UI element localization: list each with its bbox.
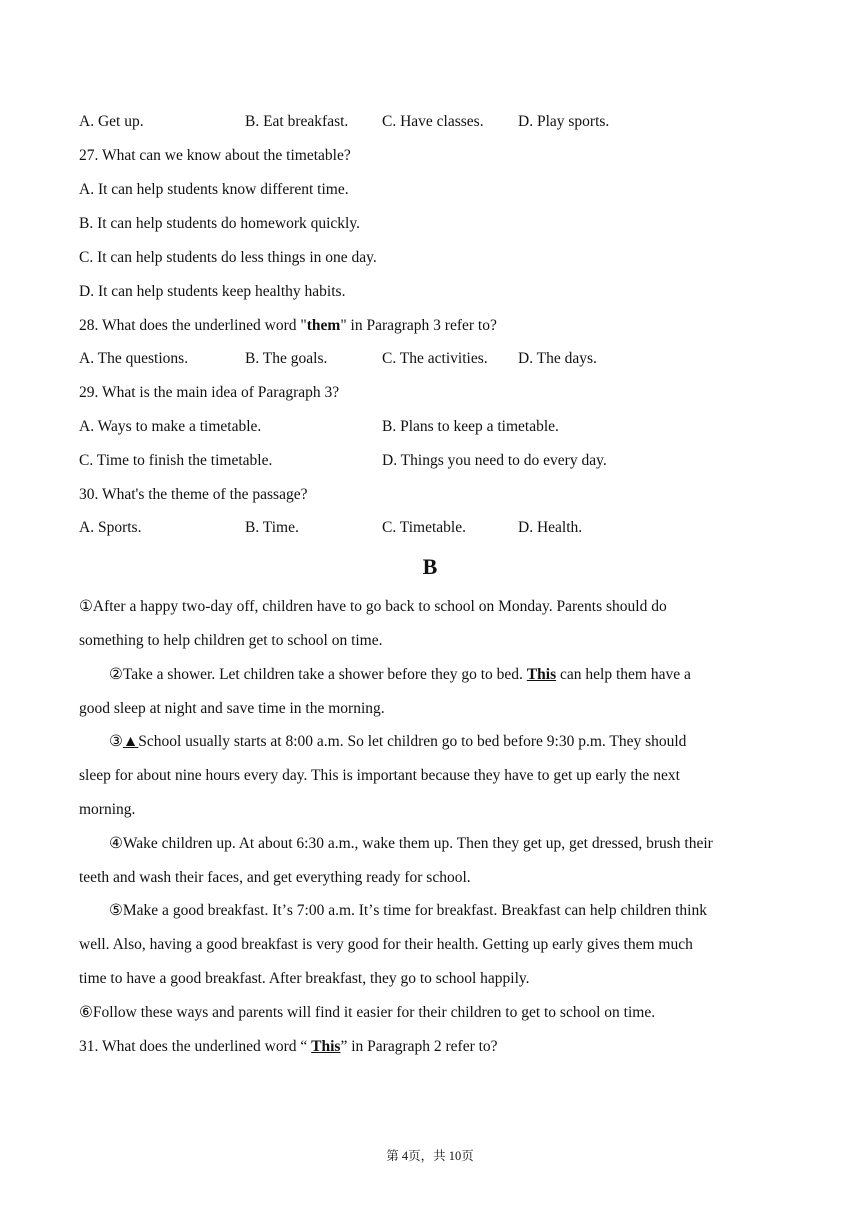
q28-question-before: 28. What does the underlined word " [79, 317, 307, 334]
paragraph-2-before: ②Take a shower. Let children take a shower before they go to bed. [109, 666, 527, 683]
q27-option-a: A. It can help students know different time. [79, 181, 349, 198]
paragraph-3-number: ③ [109, 733, 123, 750]
q28-option-a: A. The questions. [79, 350, 189, 367]
q27-option-d: D. It can help students keep healthy habits. [79, 283, 346, 300]
paragraph-3-line-2: sleep for about nine hours every day. This is important because they have to get up early the next [79, 767, 680, 784]
q27-question: 27. What can we know about the timetable? [79, 147, 351, 164]
q29-option-a: A. Ways to make a timetable. [79, 418, 262, 435]
paragraph-2-line-1 [109, 665, 691, 685]
paragraph-3-rest: School usually starts at 8:00 a.m. So let children go to bed before 9:30 p.m. They should [138, 733, 687, 750]
paragraph-1-line-1: ①After a happy two-day off, children have to go back to school on Monday. Parents should do [79, 598, 667, 615]
q26-option-c: C. Have classes. [382, 113, 484, 130]
q28-option-b: B. The goals. [245, 350, 328, 367]
paragraph-3-line-3: morning. [79, 801, 136, 818]
q30-option-d: D. Health. [518, 519, 583, 536]
q31-question-after: ” in Paragraph 2 refer to? [340, 1038, 498, 1055]
paragraph-2-line-2: good sleep at night and save time in the morning. [79, 700, 385, 717]
q27-option-b: B. It can help students do homework quickly. [79, 215, 360, 232]
paragraph-1-line-2: something to help children get to school on time. [79, 632, 383, 649]
section-b-heading: B [422, 554, 438, 579]
paragraph-4-line-2: teeth and wash their faces, and get everything ready for school. [79, 869, 471, 886]
q28-question [79, 316, 497, 336]
paragraph-3-line-1 [109, 732, 686, 752]
q30-option-c: C. Timetable. [382, 519, 466, 536]
paragraph-5-line-1: ⑤Make a good breakfast. Itʼs 7:00 a.m. Itʼs time for breakfast. Breakfast can help children think [109, 902, 707, 919]
blank-triangle-icon: ▲ [122, 733, 139, 750]
q31-underlined-word: This [311, 1038, 341, 1055]
underlined-word-this: This [526, 666, 557, 683]
q29-question: 29. What is the main idea of Paragraph 3? [79, 384, 340, 401]
q30-option-b: B. Time. [245, 519, 299, 536]
q27-option-c: C. It can help students do less things in one day. [79, 249, 377, 266]
paragraph-2-after: can help them have a [556, 666, 691, 683]
paragraph-4-line-1: ④Wake children up. At about 6:30 a.m., wake them up. Then they get up, get dressed, brush their [109, 835, 713, 852]
q28-question-after: " in Paragraph 3 refer to? [340, 317, 497, 334]
paragraph-5-line-2: well. Also, having a good breakfast is very good for their health. Getting up early gives them much [79, 936, 693, 953]
q28-bold-word: them [306, 317, 341, 334]
q29-option-d: D. Things you need to do every day. [382, 452, 607, 469]
paragraph-5-line-3: time to have a good breakfast. After breakfast, they go to school happily. [79, 970, 530, 987]
q28-option-d: D. The days. [518, 350, 597, 367]
q31-question-before: 31. What does the underlined word “ [79, 1038, 312, 1055]
q26-option-d: D. Play sports. [518, 113, 610, 130]
q30-question: 30. What's the theme of the passage? [79, 486, 308, 503]
q26-option-b: B. Eat breakfast. [245, 113, 349, 130]
q30-option-a: A. Sports. [79, 519, 142, 536]
q31-question [79, 1037, 498, 1057]
paragraph-6-line-1: ⑥Follow these ways and parents will find it easier for their children to get to school on time. [79, 1004, 656, 1021]
page-number-footer: 第 4页，共 10页 [386, 1149, 474, 1163]
q29-option-c: C. Time to finish the timetable. [79, 452, 273, 469]
q28-option-c: C. The activities. [382, 350, 488, 367]
q29-option-b: B. Plans to keep a timetable. [382, 418, 559, 435]
q26-option-a: A. Get up. [79, 113, 144, 130]
